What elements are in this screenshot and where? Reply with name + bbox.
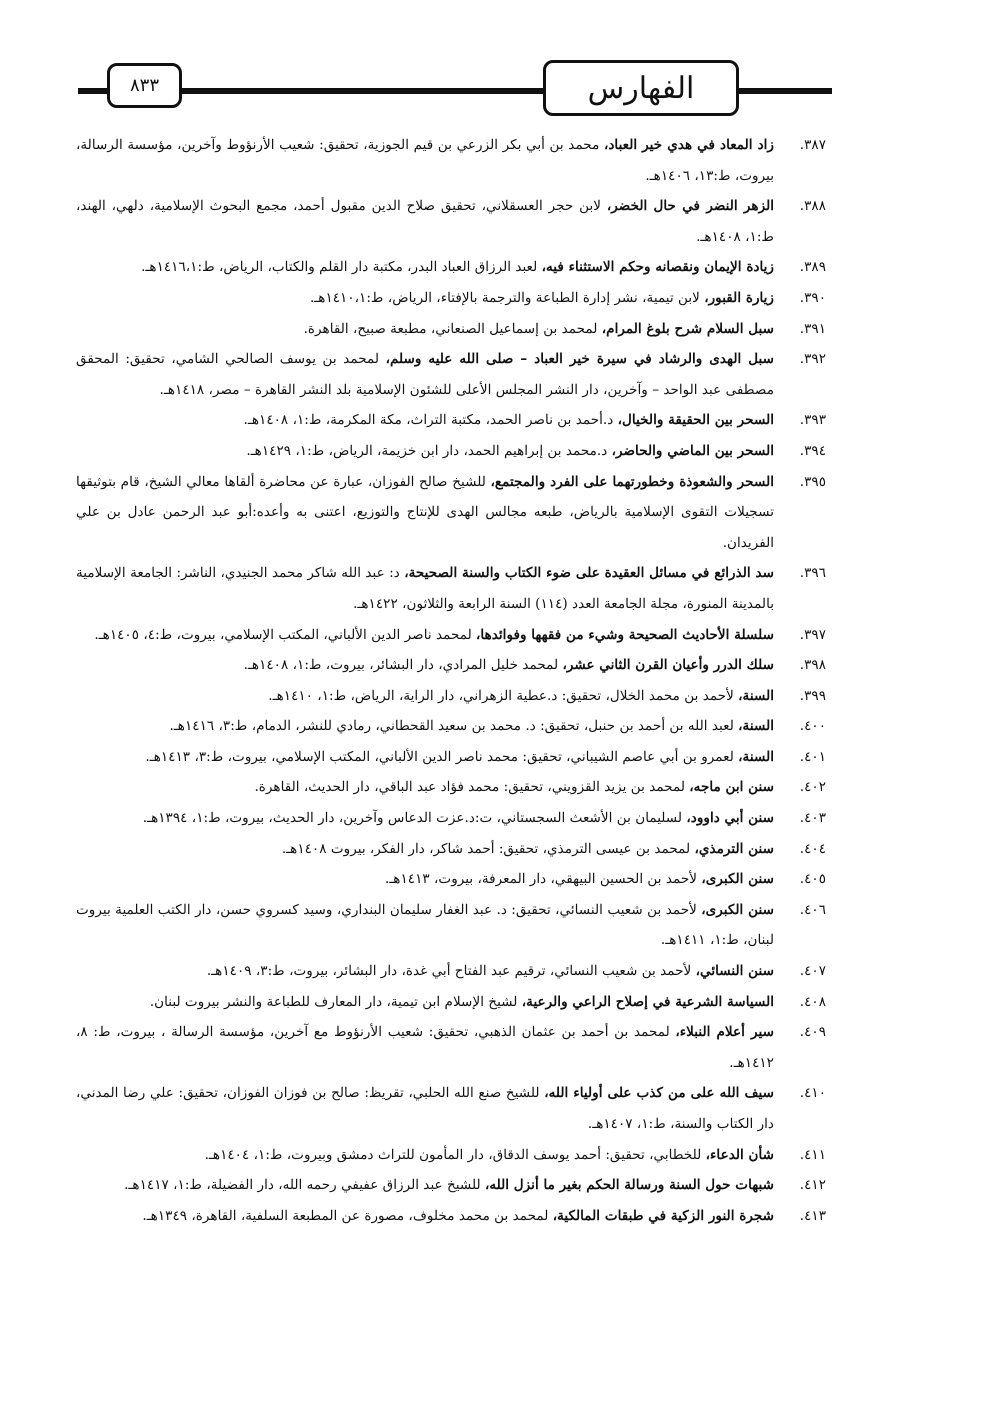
entry-number: ٣٩٩. (799, 687, 826, 704)
entry-number: ٤٠٨. (799, 993, 826, 1010)
entry-number: ٤٠٣. (799, 810, 826, 827)
list-item (76, 987, 826, 1018)
entry-details: محمد بن أبي بكر الزرعي بن قيم الجوزية، تحقيق: شعيب الأرنؤوط وآخرين، مؤسسة الرسالة، بيروت، ط:١٣، ١٤٠٦هـ. (76, 137, 774, 184)
list-item (76, 650, 826, 681)
list-item (76, 252, 826, 283)
entry-details: لأحمد بن شعيب النسائي، ترقيم عبد الفتاح أبي غدة، دار البشائر، بيروت، ط:٣، ١٤٠٩هـ. (206, 963, 696, 980)
entry-number: ٣٨٨. (799, 198, 826, 215)
list-item (76, 834, 826, 865)
list-item (76, 772, 826, 803)
list-item (76, 558, 826, 619)
entry-number: ٣٨٩. (799, 259, 826, 276)
list-item (76, 1170, 826, 1201)
entry-number: ٣٩٧. (799, 626, 826, 643)
entry-number: ٤٠١. (799, 748, 826, 765)
entry-number: ٤١١. (799, 1146, 826, 1163)
entry-number: ٤٠٠. (799, 718, 826, 735)
entry-title: سنن الكبرى، (701, 871, 774, 888)
list-item (76, 956, 826, 987)
entry-number: ٣٩٦. (799, 565, 826, 582)
entry-details: لشيخ الإسلام ابن تيمية، دار المعارف للطباعة والنشر بيروت لبنان. (149, 993, 522, 1010)
entry-details: للخطابي، تحقيق: أحمد يوسف الدقاق، دار المأمون للتراث دمشق وبيروت، ط:١، ١٤٠٤هـ. (204, 1146, 706, 1163)
entry-number: ٤٠٢. (799, 779, 826, 796)
entry-details: لعمرو بن أبي عاصم الشيباني، تحقيق: محمد ناصر الدين الألباني، المكتب الإسلامي، بيروت، ط:٣، ١٤١٣هـ. (145, 748, 739, 765)
entry-title: شجرة النور الزكية في طبقات المالكية، (552, 1207, 774, 1224)
entry-details: للشيخ صالح الفوزان، عبارة عن محاضرة ألقاها معالي الشيخ، قام بتوثيقها تسجيلات التقوى الإسلامية بالرياض، طبعه مجالس الهدى للإنتاج والتوزيع، اعتنى به وأعده:أبو عبد الرحمن عادل بن علي الفريدان. (76, 473, 774, 551)
entry-title: السياسة الشرعية في إصلاح الراعي والرعية، (521, 993, 774, 1010)
list-item (76, 467, 826, 559)
entry-number: ٣٩٠. (799, 289, 826, 306)
entry-details: لابن حجر العسقلاني، تحقيق صلاح الدين مقبول أحمد، مجمع البحوث الإسلامية، دلهي، الهند، ط:١، ١٤٠٨هـ. (76, 198, 774, 245)
entry-number: ٤١٠. (799, 1085, 826, 1102)
entry-title: سنن الترمذي، (694, 840, 774, 857)
list-item (76, 1078, 826, 1139)
list-item (76, 1140, 826, 1171)
entry-details: لمحمد بن يزيد القزويني، تحقيق: محمد فؤاد عبد الباقي، دار الحديث، القاهرة. (254, 779, 690, 796)
entry-title: السحر بين الحقيقة والخيال، (617, 412, 774, 429)
entry-number: ٤٠٩. (799, 1024, 826, 1041)
entry-details: لمحمد بن يوسف الصالحي الشامي، تحقيق: المحقق مصطفى عبد الواحد – وآخرين، دار النشر المجلس الأعلى للشئون الإسلامية بلد النشر القاهرة – مصر، ١٤١٨هـ. (76, 351, 774, 398)
entry-details: د.محمد بن إبراهيم الحمد، دار ابن خزيمة، الرياض، ط:١، ١٤٢٩هـ. (246, 442, 612, 459)
entry-details: لعبد الله بن أحمد بن حنبل، تحقيق: د. محمد بن سعيد القحطاني، رمادي للنشر، الدمام، ط:٣، ١٤١٦هـ. (169, 718, 739, 735)
list-item (76, 405, 826, 436)
entry-number: ٣٨٧. (799, 137, 826, 153)
entry-title: سير أعلام النبلاء، (675, 1024, 775, 1041)
entry-title: السنة، (738, 718, 774, 735)
entry-number: ٤١٢. (799, 1177, 826, 1194)
entry-details: لمحمد ناصر الدين الألباني، المكتب الإسلامي، بيروت، ط:٤، ١٤٠٥هـ. (94, 626, 477, 643)
list-item (76, 191, 826, 252)
entry-number: ٣٩٨. (799, 657, 826, 674)
entry-title: سد الذرائع في مسائل العقيدة على ضوء الكتاب والسنة الصحيحة، (404, 565, 774, 582)
entry-number: ٣٩١. (799, 320, 826, 337)
entry-number: ٣٩٣. (799, 412, 826, 429)
entry-title: زاد المعاد في هدي خير العباد، (603, 137, 774, 153)
entry-number: ٣٩٢. (799, 351, 826, 368)
bibliography-list (76, 130, 826, 1231)
entry-details: لسليمان بن الأشعث السجستاني، ت:د.عزت الدعاس وآخرين، دار الحديث، بيروت، ط:١، ١٣٩٤هـ. (142, 810, 687, 827)
entry-number: ٤٠٦. (799, 901, 826, 918)
entry-number: ٤١٣. (799, 1207, 826, 1224)
entry-title: سبل السلام شرح بلوغ المرام، (601, 320, 774, 337)
list-item (76, 711, 826, 742)
list-item (76, 283, 826, 314)
list-item (76, 1201, 826, 1232)
entry-title: سنن النسائي، (695, 963, 774, 980)
list-item (76, 895, 826, 956)
list-item (76, 314, 826, 345)
list-item (76, 436, 826, 467)
entry-details: لعبد الرزاق العباد البدر، مكتبة دار القلم والكتاب، الرياض، ط:١٤١٦،١هـ. (141, 259, 542, 276)
entry-number: ٣٩٤. (799, 442, 826, 459)
entry-details: لمحمد بن محمد مخلوف، مصورة عن المطبعة السلفية، القاهرة، ١٣٤٩هـ. (142, 1207, 553, 1224)
entry-title: السحر بين الماضي والحاضر، (611, 442, 774, 459)
page-number: ٨٣٣ (107, 63, 182, 108)
entry-title: سلك الدرر وأعيان القرن الثاني عشر، (562, 657, 774, 674)
entry-number: ٤٠٤. (799, 840, 826, 857)
entry-number: ٤٠٥. (799, 871, 826, 888)
list-item (76, 742, 826, 773)
entry-title: شأن الدعاء، (705, 1146, 774, 1163)
entry-details: لمحمد بن عيسى الترمذي، تحقيق: أحمد شاكر، دار الفكر، بيروت ١٤٠٨هـ. (281, 840, 695, 857)
entry-title: السحر والشعوذة وخطورتهما على الفرد والمجتمع، (490, 473, 774, 490)
page-title: الفهارس (543, 60, 739, 116)
list-item (76, 344, 826, 405)
entry-details: لابن تيمية، نشر إدارة الطباعة والترجمة بالإفتاء، الرياض، ط:١٤١٠،١هـ. (309, 289, 705, 306)
entry-title: الزهر النضر في حال الخضر، (606, 198, 774, 215)
entry-details: لمحمد بن إسماعيل الصنعاني، مطبعة صبيح، القاهرة. (303, 320, 602, 337)
entry-title: سبل الهدى والرشاد في سيرة خير العباد – صلى الله عليه وسلم، (385, 351, 774, 368)
list-item (76, 803, 826, 834)
entry-title: السنة، (738, 748, 774, 765)
entry-details: لأحمد بن محمد الخلال، تحقيق: د.عطية الزهراني، دار الراية، الرياض، ط:١، ١٤١٠هـ. (268, 687, 739, 704)
list-item (76, 864, 826, 895)
entry-title: زيادة الإيمان ونقصانه وحكم الاستثناء فيه، (541, 259, 774, 276)
entry-details: للشيخ صنع الله الحلبي، تقريظ: صالح بن فوزان الفوزان، تحقيق: علي رضا المدني، دار الكتاب والسنة، ط:١، ١٤٠٧هـ. (76, 1085, 774, 1132)
entry-details: لمحمد خليل المرادي، دار البشائر، بيروت، ط:١، ١٤٠٨هـ. (243, 657, 563, 674)
entry-details: د.أحمد بن ناصر الحمد، مكتبة التراث، مكة المكرمة، ط:١، ١٤٠٨هـ. (243, 412, 618, 429)
entry-title: شبهات حول السنة ورسالة الحكم بغير ما أنزل الله، (484, 1177, 774, 1194)
entry-details: لأحمد بن شعيب النسائي، تحقيق: د. عبد الغفار سليمان البنداري، وسيد كسروي حسن، دار الكتب العلمية بيروت لبنان، ط:١، ١٤١١هـ. (76, 901, 774, 949)
entry-title: سنن ابن ماجه، (689, 779, 774, 796)
entry-title: سنن أبي داوود، (686, 810, 774, 827)
entry-number: ٣٩٥. (799, 473, 826, 490)
entry-title: زيارة القبور، (704, 289, 774, 306)
entry-number: ٤٠٧. (799, 963, 826, 980)
entry-details: للشيخ عبد الرزاق عفيفي رحمه الله، دار الفضيلة، ط:١، ١٤١٧هـ. (124, 1177, 485, 1194)
entry-title: السنة، (738, 687, 774, 704)
entry-title: سيف الله على من كذب على أولياء الله، (544, 1085, 775, 1102)
entry-title: سلسلة الأحاديث الصحيحة وشيء من فقهها وفوائدها، (476, 626, 774, 643)
list-item (76, 130, 826, 191)
list-item (76, 1017, 826, 1078)
list-item (76, 620, 826, 651)
entry-details: د: عبد الله شاكر محمد الجنيدي، الناشر: الجامعة الإسلامية بالمدينة المنورة، مجلة الجامعة العدد (١١٤) السنة الرابعة والثلاثون، ١٤٢٢هـ. (76, 565, 774, 612)
entry-title: سنن الكبرى، (701, 901, 774, 918)
entry-details: لمحمد بن أحمد بن عثمان الذهبي، تحقيق: شعيب الأرنؤوط مع آخرين، مؤسسة الرسالة ، بيروت، ط: ٨، ١٤١٢هـ. (76, 1024, 774, 1071)
list-item (76, 681, 826, 712)
entry-details: لأحمد بن الحسين البيهقي، دار المعرفة، بيروت، ١٤١٣هـ. (385, 871, 702, 888)
